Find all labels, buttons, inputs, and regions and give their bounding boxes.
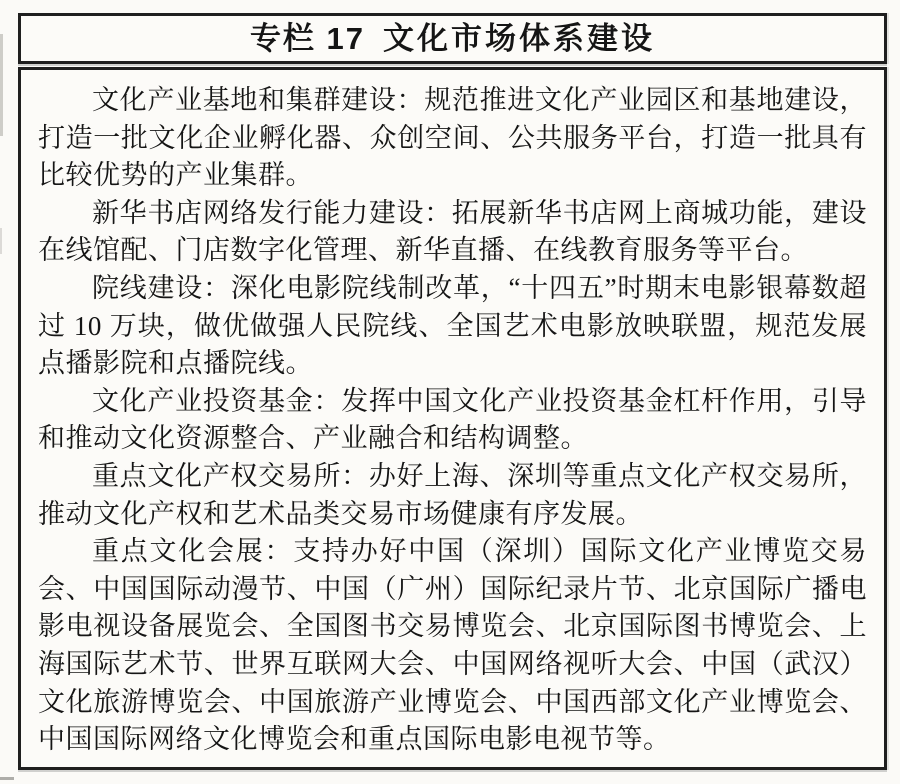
scan-edge-artifact-left-2 (0, 228, 2, 254)
paragraph-key-exhibitions: 重点文化会展：支持办好中国（深圳）国际文化产业博览交易会、中国国际动漫节、中国（广州）国际纪录片节、北京国际广播电影电视设备展览会、全国图书交易博览会、北京国际图书博览会、上海国际艺术节、世界互联网大会、中国网络视听大会、中国（武汉）文化旅游博览会、中国旅游产业博览会、中国西部文化产业博览会、中国国际网络文化博览会和重点国际电影电视节等。 (38, 536, 867, 755)
column-body-box (18, 67, 887, 770)
paragraph-xinhua-bookstore: 新华书店网络发行能力建设：拓展新华书店网上商城功能，建设在线馆配、门店数字化管理、新华直播、在线教育服务等平台。 (38, 197, 867, 266)
column-header-box (18, 13, 887, 64)
scan-edge-artifact-bottom (0, 777, 14, 780)
paragraph-industry-bases: 文化产业基地和集群建设：规范推进文化产业园区和基地建设，打造一批文化企业孵化器、众创空间、公共服务平台，打造一批具有比较优势的产业集群。 (38, 85, 867, 191)
scan-edge-artifact-left (0, 34, 3, 136)
paragraph-investment-fund: 文化产业投资基金：发挥中国文化产业投资基金杠杆作用，引导和推动文化资源整合、产业融合和结构调整。 (38, 385, 867, 454)
column-title: 文化市场体系建设 (383, 21, 656, 56)
paragraph-cinema-chains: 院线建设：深化电影院线制改革，“十四五”时期末电影银幕数超过 10 万块，做优做强人民院线、全国艺术电影放映联盟，规范发展点播影院和点播院线。 (38, 272, 867, 379)
paragraph-property-exchanges: 重点文化产权交易所：办好上海、深圳等重点文化产权交易所，推动文化产权和艺术品类交易市场健康有序发展。 (38, 460, 867, 529)
column-number-label: 专栏 17 (249, 21, 366, 56)
